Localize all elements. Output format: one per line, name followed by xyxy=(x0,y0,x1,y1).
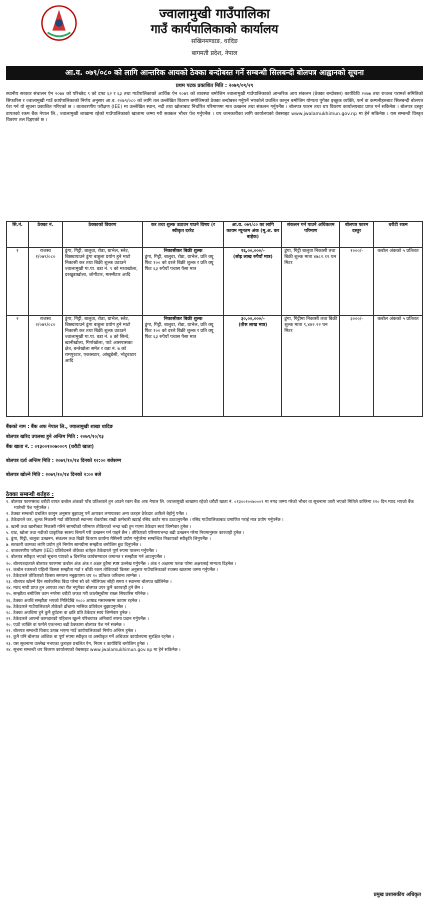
condition-item: ६. ढुंगा, गिट्टी, बालुवा उत्खनन, संकलन तथा बिक्री वितरण कार्यमा मेसिनरी प्रयोग गर्नुपरेमा सम्बन्धित निकायको स्वीकृति लिनुपर्नेछ । xyxy=(6,536,211,542)
rate-title: निकासीकर बिक्री शुल्क xyxy=(163,317,203,322)
condition-item: १६. ठेक्का अवधि सम्झौता भएको मितिदेखि २०८० आषाढ मसान्तसम्म कायम रहनेछ । xyxy=(6,598,141,604)
column-header: ठेक्काको विवरण xyxy=(62,222,142,248)
condition-item: १०. बोलपत्रदाताले बोलपत्र फारममा कबोल अंक अंक र अक्षर दुवैमा स्पष्ट उल्लेख गर्नुपर्नेछ । अंक र अक्षरमा फरक परेमा अक्षरलाई मान्यता दिइनेछ । xyxy=(6,561,237,567)
sale-deadline: बोलपत्र खरिद उपलब्ध हुने अन्तिम मिति : २०७९/१०/१३ xyxy=(6,435,104,440)
table-row xyxy=(7,316,423,417)
row-form-fee: ३०००/- xyxy=(340,316,374,417)
condition-item: ४. खानी तथा खानीबाट निकासी गरिने सामग्रीको परिमाण तोकिएको भन्दा बढी हुन गएमा ठेकेदार स्वयं जिम्मेवार हुनेछ । xyxy=(6,524,192,530)
condition-item: २३. यस सूचनामा उल्लेख नभएका कुराहरु प्रचलित ऐन, नियम र कार्यविधि बमोजिम हुनेछ । xyxy=(6,641,148,647)
row-contract-no: राजस्व १/०७९/०८० xyxy=(28,248,62,316)
rate-title: निकासीकर बिक्री शुल्क xyxy=(163,249,203,254)
row-deposit: कबोल अंकको ५ प्रतिशत xyxy=(374,316,423,417)
row-minimum-cell xyxy=(224,316,282,417)
bank-name: बैंकको नाम : बैंक अफ नेपाल लि., ज्वालामुखी शाखा धादिङ xyxy=(6,425,113,430)
row-rate-cell xyxy=(142,316,224,417)
minimum-amount-words: (सोह्र लाख रुपैयाँ मात्र) xyxy=(233,255,273,260)
condition-item: ११. कबोल रकमको पहिलो किस्ता सम्झौता गर्दा र बाँकी रकम तोकिएको किस्ता अनुसार गाउँपालिकाको राजस्व खातामा जम्मा गर्नुपर्नेछ । xyxy=(6,567,219,573)
province-name: बागमती प्रदेश, नेपाल xyxy=(191,50,238,57)
row-contract-no: राजस्व २/०७९/०८० xyxy=(28,316,62,417)
condition-item: १५. सम्झौता बमोजिम काम नगरेमा धरौटी जफत गरी कालोसूचीमा राख्न सिफारिस गरिनेछ । xyxy=(6,592,149,598)
publish-date: प्रथम पटक प्रकाशित मिति : २०७९/०९/२९ xyxy=(175,83,254,89)
condition-item: १८. ठेक्का अवधिमा हुने कुनै दुर्घटना वा क्षति प्रति ठेकेदार स्वयं जिम्मेवार हुनेछ । xyxy=(6,610,131,616)
signature-title: प्रमुख प्रशासकीय अधिकृत xyxy=(373,892,421,898)
condition-item: १२. ठेकेदारले तोकिएको किस्ता समयमा नबुझाएमा थप १० प्रतिशत जरिवाना लाग्नेछ । xyxy=(6,573,140,579)
condition-item: १४. म्याद नाघी प्राप्त हुन आएका तथा रीत नपुगेका बोलपत्र उपर कुनै कारवाही हुने छैन । xyxy=(6,586,143,592)
column-header: संकलन गर्न पाउने अधिकतम परिमाण xyxy=(282,222,340,248)
row-deposit: कबोल अंकको ५ प्रतिशत xyxy=(374,248,423,316)
row-form-fee: १०००/- xyxy=(340,248,374,316)
condition-item: ५. घाट, खोला तथा नदीको प्राकृतिक स्वरुप बिगार्ने गरी उत्खनन गर्न पाइने छैन । तोकिएको परिमाणभन्दा बढी उत्खनन गरेमा नियमानुसार कारवाही हुनेछ । xyxy=(6,530,245,536)
condition-item: २०. एउटै व्यक्ति वा फर्मले एकभन्दा बढी ठेक्कामा बोलपत्र पेश गर्न सक्नेछ । xyxy=(6,623,125,629)
condition-item: ८. वातावरणीय परीक्षण (IEE) प्रतिवेदनले तोकेका शर्तहरु ठेकेदारले पूर्ण रुपमा पालना गर्नुपर्नेछ । xyxy=(6,549,157,555)
row-max-quantity: ढुंगा, गिट्टी बालुवा निकासी तथा बिक्री शुल्क मात्रा ४७८२.११ घन मिटर xyxy=(282,248,340,316)
notice-title: आ.व. ०७९/०८० को लागि आन्तरिक आयको ठेक्का बन्दोबस्त गर्ने सम्बन्धी सिलबन्दी बोलपत्र आह्वानको सूचना xyxy=(6,66,423,80)
column-header: सि.नं. xyxy=(7,222,29,248)
row-description: ढुंगा, गिट्टी, बालुवा, रोडा, ग्राभेल, स्लेट, बिछ्यायाउने ढुंगा बाहुला प्रयोग हुने माटो निकासी कर तथा बिक्री शुल्क उठाउने ज्वालामुखी गा.पा. वडा नं. ९ को मध्यखोला, दरखुडाखोला, जोगीटार, मास्मीटार आदि xyxy=(62,248,142,316)
office-name: गाउँ कार्यपालिकाको कार्यालय xyxy=(150,22,279,36)
rate-text: ढुंगा, गिट्टी, बालुवा, रोडा, ग्राभेल, प्रति क्यू फिट १०० को दरले बिक्री शुल्क र प्रति क्यू फिट ६३ रुपैयाँ पचास पैसा मात्र xyxy=(144,323,214,340)
tender-table xyxy=(6,221,423,417)
row-sn: २ xyxy=(7,316,29,417)
conditions-list xyxy=(6,500,423,654)
municipality-name: ज्वालामुखी गाउँपालिका xyxy=(159,7,270,22)
condition-item: २४. सूचना सम्बन्धी थप विवरण कार्यालयको वेबसाइट www.jwalamukhimun.gov.np मा हेर्न सकिनेछ । xyxy=(6,647,181,653)
row-max-quantity: ढुंगा, गिट्टीमा निकासी तथा बिक्री शुल्क मात्रा ९,४४२.२२ घन मिटर xyxy=(282,316,340,417)
condition-item: ९. बोलपत्र स्वीकृत भएको सूचना पाएको ७ दिनभित्र कार्यसम्पादन जमानत र सम्झौता गर्न आउनुपर्नेछ । xyxy=(6,555,166,561)
condition-item: १७. ठेकेदारले गाउँपालिकाले तोकेको ढाँचामा मासिक प्रतिवेदन बुझाउनुपर्नेछ । xyxy=(6,604,127,610)
minimum-amount: १६,००,०००/- xyxy=(240,249,265,254)
column-header: ठेक्का नं. xyxy=(28,222,62,248)
condition-item: १३. बोलपत्र खोल्ने दिन सार्वजनिक बिदा परेमा सो को भोलिपल्ट सोही समय र स्थानमा बोलपत्र खोलिनेछ । xyxy=(6,580,172,586)
minimum-amount-words: (तीस लाख मात्र) xyxy=(238,323,268,328)
row-minimum-cell xyxy=(224,248,282,316)
row-sn: १ xyxy=(7,248,29,316)
condition-item: २१. बोलपत्र सम्बन्धी विवाद उत्पन्न भएमा गाउँ कार्यपालिकाको निर्णय अन्तिम हुनेछ । xyxy=(6,629,137,635)
condition-item: ७. सरकारी कामका लागि प्रयोग हुने निर्माण सामग्रीमा सम्झौता बमोजिम छुट दिनुपर्नेछ । xyxy=(6,543,142,549)
conditions-title: ठेक्का सम्बन्धी शर्तहरु : xyxy=(6,492,54,498)
column-header: बोलपत्र फारम दस्तुर xyxy=(340,222,374,248)
minimum-amount: ३०,००,०००/- xyxy=(240,317,265,322)
column-header: धरौटी रकम xyxy=(374,222,423,248)
intro-paragraph: स्थानीय सरकार संचालन ऐन २०७४ को परिच्छेद ९ को दफा ६२ र ६३ तथा गाउँपालिकाको आर्थिक ऐन २०७९ को व्यवस्था बमोजिम ज्वालामुखी गाउँपालिकाको आन्तरिक आय संकलन (ठेक्का बन्दोबस्त) कार्यविधि २०७७ तथा राजश्व परामर्श समितिको सिफारिस र ज्वालामुखी गाउँ कार्यपालिकाको निर्णय अनुसार आ.व. २०७९/०८० को लागि तल उल्लेखित विवरण बमोजिमको ठेक्का बन्दोबस्त गर्नुपर्ने भएकोले प्रचलित कानून बमोजिम योग्यता पुगेका इच्छुक व्यक्ति, फर्म वा कम्पनीहरुबाट सिलबन्दी बोलपत्र पेश गर्न यो सूचना प्रकाशित गरिएको छ । वातावरणीय परीक्षण (IEE) मा उल्लेखित स्थान, नदी तथा खोलाबाट निर्धारित परिमाणमा मात्र उत्खनन तथा संकलन गर्नुपर्नेछ । बोलपत्र फारम तथा थप विवरण कार्यालयबाट प्राप्त गर्न सकिनेछ । बोलपत्र दस्तुर वापतको रकम बैंक नेपाल लि., ज्वालामुखी शाखामा रहेको गाउँपालिकाको खातामा जम्मा गरी सक्कल भौचर पेश गर्नुपर्नेछ । थप जानकारीका लागि कार्यालयको वेबसाइट www.jwalamukhimun.gov.np मा हेर्न सकिनेछ । यस सम्बन्धी विस्तृत विवरण तल दिइएको छ । xyxy=(6,92,423,124)
column-header: कर तथा शुल्क उठाउन पाउने विषय (र स्वीकृत दररेट xyxy=(142,222,224,248)
column-header: आ.व. ०७९/८० का लागि कायम न्यूनतम अंक (मू.अ. कर बाहेक) xyxy=(224,222,282,248)
letterhead xyxy=(0,0,429,62)
office-address: सखिनमण्डाङ, धादिङ xyxy=(191,38,238,45)
condition-item: १९. ठेकेदारले आफ्नो कामदारको पहिचान खुल्ने परिचयपत्र अनिवार्य रुपमा प्रदान गर्नुपर्नेछ । xyxy=(6,616,149,622)
condition-item: ३. ठेकेदारले कर, शुल्क निकासी गर्दा तोकिएको स्थानमा चेकपोस्ट राखी कर्मचारी खटाई रसिद काटेर मात्र उठाउनुपर्नेछ । रसिद गाउँपालिकाबाट प्रमाणित गराई मात्र प्रयोग गर्नुपर्नेछ । xyxy=(6,518,284,524)
opening-date: बोलपत्र खोल्ने मिति : २०७९/१०/१४ दिनको २:०० बजे xyxy=(6,473,102,478)
row-description: ढुंगा, गिट्टी, बालुवा, रोडा, ग्राभेल, स्लेट, बिछ्यायाउने ढुंगा बाहुला प्रयोग हुने माटो निकासी कर तथा बिक्री शुल्क उठाउने ज्वालामुखी गा.पा. वडा नं. ४ को सिन्धे, खानीखोला, गिर्गाखोला, पाटे आसपासका क्षेत्र, बन्तेखोला समेत र वडा नं. ७ को रामपुरटार, एकासटार, आंखुडेसी, भोटुवाटार आदि xyxy=(62,316,142,417)
table-header-row xyxy=(7,222,423,248)
condition-item: १. बोलपत्र फारमसाथ धरौटी वापत कबोल अंकको पाँच प्रतिशतले हुन आउने रकम बैंक अफ नेपाल लि. ज्वालामुखी शाखामा रहेको धरौटी खाता नं. ०१३००१००७०००९ मा नगद जम्मा गरेको भौचर वा सूचनामा जारी भएको मितिले कम्तिमा १२० दिन म्याद भएको बैंक ग्यारेन्टी पेश गर्नुपर्नेछ । xyxy=(6,500,414,512)
row-rate-cell xyxy=(142,248,224,316)
condition-item: २२. कुनै पनि बोलपत्र आंशिक वा पूर्ण रुपमा स्वीकृत वा अस्वीकृत गर्ने अधिकार कार्यालयमा सुरक्षित रहनेछ । xyxy=(6,635,175,641)
rate-text: ढुंगा, गिट्टी, बालुवा, रोडा, ग्राभेल, प्रति क्यू फिट १०० को दरले बिक्री शुल्क र प्रति क्यू फिट ६३ रुपैयाँ पचास पैसा मात्र xyxy=(144,255,214,272)
condition-item: २. ठेक्का सम्बन्धी प्रचलित कानुन अनुसार बुझाउनु पर्ने आयकर लगायतका अन्य करहरु ठेकेदार आफैले बेहोर्नु पर्नेछ । xyxy=(6,512,187,518)
bank-account: बैंक खाता नं. : ०१३००१००७०००९ (धरौटी खाता) xyxy=(6,445,94,450)
table-row xyxy=(7,248,423,316)
submission-deadline: बोलपत्र दर्ता अन्तिम मिति : २०७९/१०/१४ दिनको १२:०० बजेसम्म xyxy=(6,459,122,464)
